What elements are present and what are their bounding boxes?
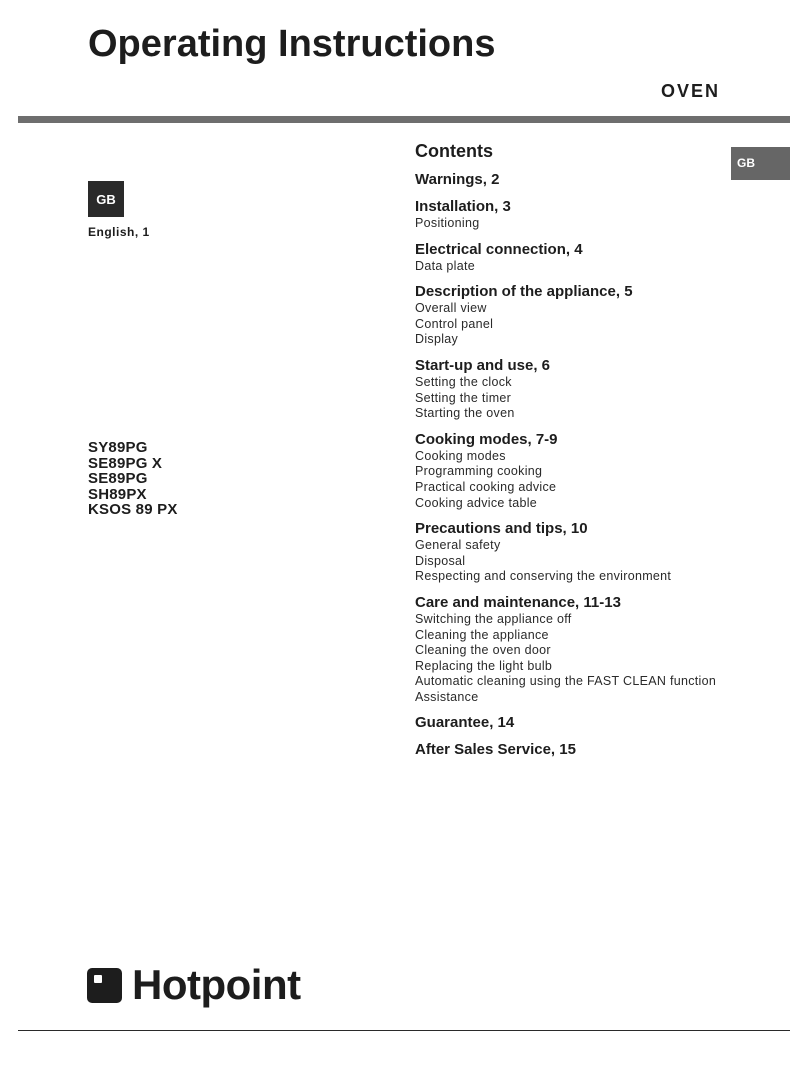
model-item: KSOS 89 PX [88, 501, 178, 518]
toc-section-title: Guarantee, 14 [415, 714, 515, 732]
toc-subitem: Respecting and conserving the environment [415, 569, 672, 584]
toc-section-care [415, 594, 735, 706]
toc-subitem: General safety [415, 538, 501, 553]
toc-subitem: Assistance [415, 689, 479, 704]
model-item: SY89PG [88, 439, 148, 456]
model-item: SE89PG X [88, 454, 163, 472]
toc-section-title: Description of the appliance, 5 [415, 283, 633, 301]
brand-name: Hotpoint [132, 961, 301, 1008]
language-entry: English, 1 [88, 225, 150, 239]
toc-subitem: Data plate [415, 258, 475, 273]
language-side-tab: GB [731, 147, 790, 180]
toc-subitem: Practical cooking advice [415, 479, 557, 494]
toc-subitem: Control panel [415, 316, 494, 331]
toc-section-title: Cooking modes, 7-9 [415, 430, 558, 448]
toc-subitem: Programming cooking [415, 464, 543, 479]
toc-subitem: Replacing the light bulb [415, 658, 553, 673]
toc-section-cooking-modes [415, 431, 735, 511]
toc-section-title: Electrical connection, 4 [415, 240, 583, 258]
toc-section-title: After Sales Service, 15 [415, 741, 576, 759]
hotpoint-logo-icon [87, 968, 122, 1003]
toc-section-title: Precautions and tips, 10 [415, 520, 588, 538]
toc-subitem: Cooking advice table [415, 495, 538, 510]
toc-section-precautions [415, 520, 735, 585]
toc-subitem: Starting the oven [415, 406, 515, 421]
toc-subitem: Display [415, 332, 459, 347]
contents-heading: Contents [415, 141, 493, 161]
toc-section-installation [415, 198, 735, 232]
brand-logo [87, 961, 301, 1009]
toc-section-electrical [415, 241, 735, 275]
toc-subitem: Cleaning the appliance [415, 627, 549, 642]
model-item: SE89PG [88, 470, 148, 487]
model-list [88, 440, 178, 518]
toc-section-after-sales [415, 741, 735, 759]
page-title: Operating Instructions [88, 23, 496, 65]
toc-section-startup [415, 357, 735, 422]
toc-subitem: Disposal [415, 553, 466, 568]
toc-subitem: Positioning [415, 216, 480, 230]
toc-subitem: Setting the clock [415, 374, 512, 389]
toc-section-title: Care and maintenance, 11-13 [415, 593, 621, 611]
language-badge: GB [88, 181, 124, 217]
toc-subitem: Switching the appliance off [415, 611, 572, 626]
toc-subitem: Setting the timer [415, 390, 512, 405]
toc-section-title: Warnings, 2 [415, 171, 500, 188]
top-divider [18, 116, 790, 123]
table-of-contents [415, 140, 735, 768]
toc-section-title: Start-up and use, 6 [415, 356, 551, 374]
toc-subitem: Automatic cleaning using the FAST CLEAN function [415, 674, 717, 689]
toc-section-guarantee [415, 714, 735, 732]
model-item: SH89PX [88, 485, 147, 503]
bottom-divider [18, 1030, 790, 1031]
toc-subitem: Cleaning the oven door [415, 643, 551, 658]
toc-section-warnings [415, 171, 735, 189]
toc-subitem: Overall view [415, 301, 487, 316]
product-type: OVEN [660, 81, 720, 101]
toc-section-title: Installation, 3 [415, 198, 511, 215]
toc-subitem: Cooking modes [415, 448, 506, 463]
toc-section-description [415, 283, 735, 348]
